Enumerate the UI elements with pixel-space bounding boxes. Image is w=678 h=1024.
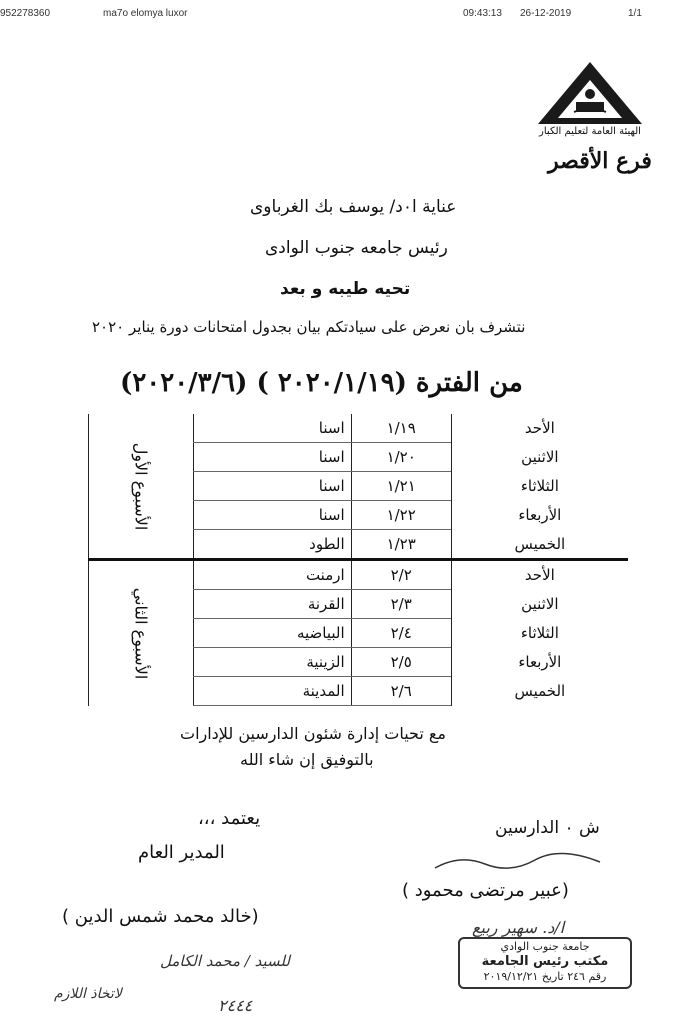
date-cell: ٢/٣ [351, 590, 451, 619]
date-cell: ١/٢٢ [351, 501, 451, 530]
day-cell: الاثنين [451, 590, 628, 619]
week-1-cell [89, 414, 194, 560]
handwritten-note-2: للسيد / محمد الكامل [160, 952, 290, 970]
handwritten-note-4: ٢٤٤٤ [218, 996, 253, 1015]
branch-name: فرع الأقصر [548, 148, 652, 174]
handwritten-note-3: لاتخاذ اللازم [54, 986, 122, 1002]
addressee-line-2: رئيس جامعه جنوب الوادى [265, 238, 448, 258]
table-row [89, 414, 629, 443]
org-name: الهيئة العامة لتعليم الكبار [539, 126, 641, 137]
signature-scribble-icon [430, 850, 610, 874]
fax-header [0, 8, 678, 24]
student-affairs-title: ش ٠ الدارسين [495, 818, 600, 838]
date-cell: ١/١٩ [351, 414, 451, 443]
week-2-label: الأسبوع الثاني [131, 587, 151, 680]
date-cell: ٢/٢ [351, 560, 451, 590]
place-cell: اسنا [193, 443, 351, 472]
handwritten-note-1: ا/د. سهير ربيع [472, 918, 565, 937]
date-cell: ١/٢٠ [351, 443, 451, 472]
day-cell: الأربعاء [451, 501, 628, 530]
general-manager-title: المدير العام [138, 842, 225, 863]
greeting: تحيه طيبه و بعد [280, 279, 411, 299]
general-manager-name: (خالد محمد شمس الدين ) [62, 906, 259, 927]
exam-schedule-table [88, 414, 628, 706]
date-cell: ١/٢١ [351, 472, 451, 501]
stamp-line-2: مكتب رئيس الجامعة [481, 954, 609, 969]
fax-page: 1/1 [628, 8, 642, 19]
date-cell: ٢/٥ [351, 648, 451, 677]
day-cell: الخميس [451, 677, 628, 706]
place-cell: الطود [193, 530, 351, 560]
day-cell: الاثنين [451, 443, 628, 472]
day-cell: الخميس [451, 530, 628, 560]
place-cell: المدينة [193, 677, 351, 706]
addressee-line-1: عناية ا٠د/ يوسف بك الغرباوى [250, 197, 457, 217]
place-cell: القرنة [193, 590, 351, 619]
fax-number: 952278360 [0, 8, 51, 19]
stamp-line-3: رقم ٢٤٦ تاريخ ٢٠١٩/١٢/٢١ [483, 970, 607, 983]
week-1-label: الأسبوع الأول [131, 442, 151, 530]
place-cell: اسنا [193, 472, 351, 501]
day-cell: الثلاثاء [451, 472, 628, 501]
place-cell: اسنا [193, 414, 351, 443]
day-cell: الأربعاء [451, 648, 628, 677]
day-cell: الأحد [451, 560, 628, 590]
place-cell: اسنا [193, 501, 351, 530]
week-2-cell [89, 560, 194, 706]
university-stamp [458, 937, 632, 989]
fax-date: 26-12-2019 [520, 8, 572, 19]
table-row [89, 560, 629, 590]
place-cell: الزينية [193, 648, 351, 677]
fax-time: 09:43:13 [463, 8, 502, 19]
place-cell: ارمنت [193, 560, 351, 590]
organization-logo [530, 58, 650, 154]
approval-label: يعتمد ،،، [198, 808, 261, 829]
date-cell: ٢/٤ [351, 619, 451, 648]
closing-line-1: مع تحيات إدارة شئون الدارسين للإدارات [180, 724, 446, 743]
date-cell: ١/٢٣ [351, 530, 451, 560]
stamp-line-1: جامعة جنوب الوادي [500, 940, 590, 953]
place-cell: البياضيه [193, 619, 351, 648]
intro-text: نتشرف بان نعرض على سيادتكم بيان بجدول امتحانات دورة يناير ٢٠٢٠ [92, 318, 526, 336]
date-cell: ٢/٦ [351, 677, 451, 706]
fax-sender: ma7o elomya luxor [103, 8, 188, 19]
triangle-logo-icon [530, 58, 650, 154]
day-cell: الأحد [451, 414, 628, 443]
closing-line-2: بالتوفيق إن شاء الله [240, 750, 374, 769]
exam-period-title: من الفترة (٢٠٢٠/١/١٩ ) (٢٠٢٠/٣/٦) [120, 368, 523, 398]
day-cell: الثلاثاء [451, 619, 628, 648]
student-affairs-name: (عبير مرتضى محمود ) [402, 880, 569, 901]
